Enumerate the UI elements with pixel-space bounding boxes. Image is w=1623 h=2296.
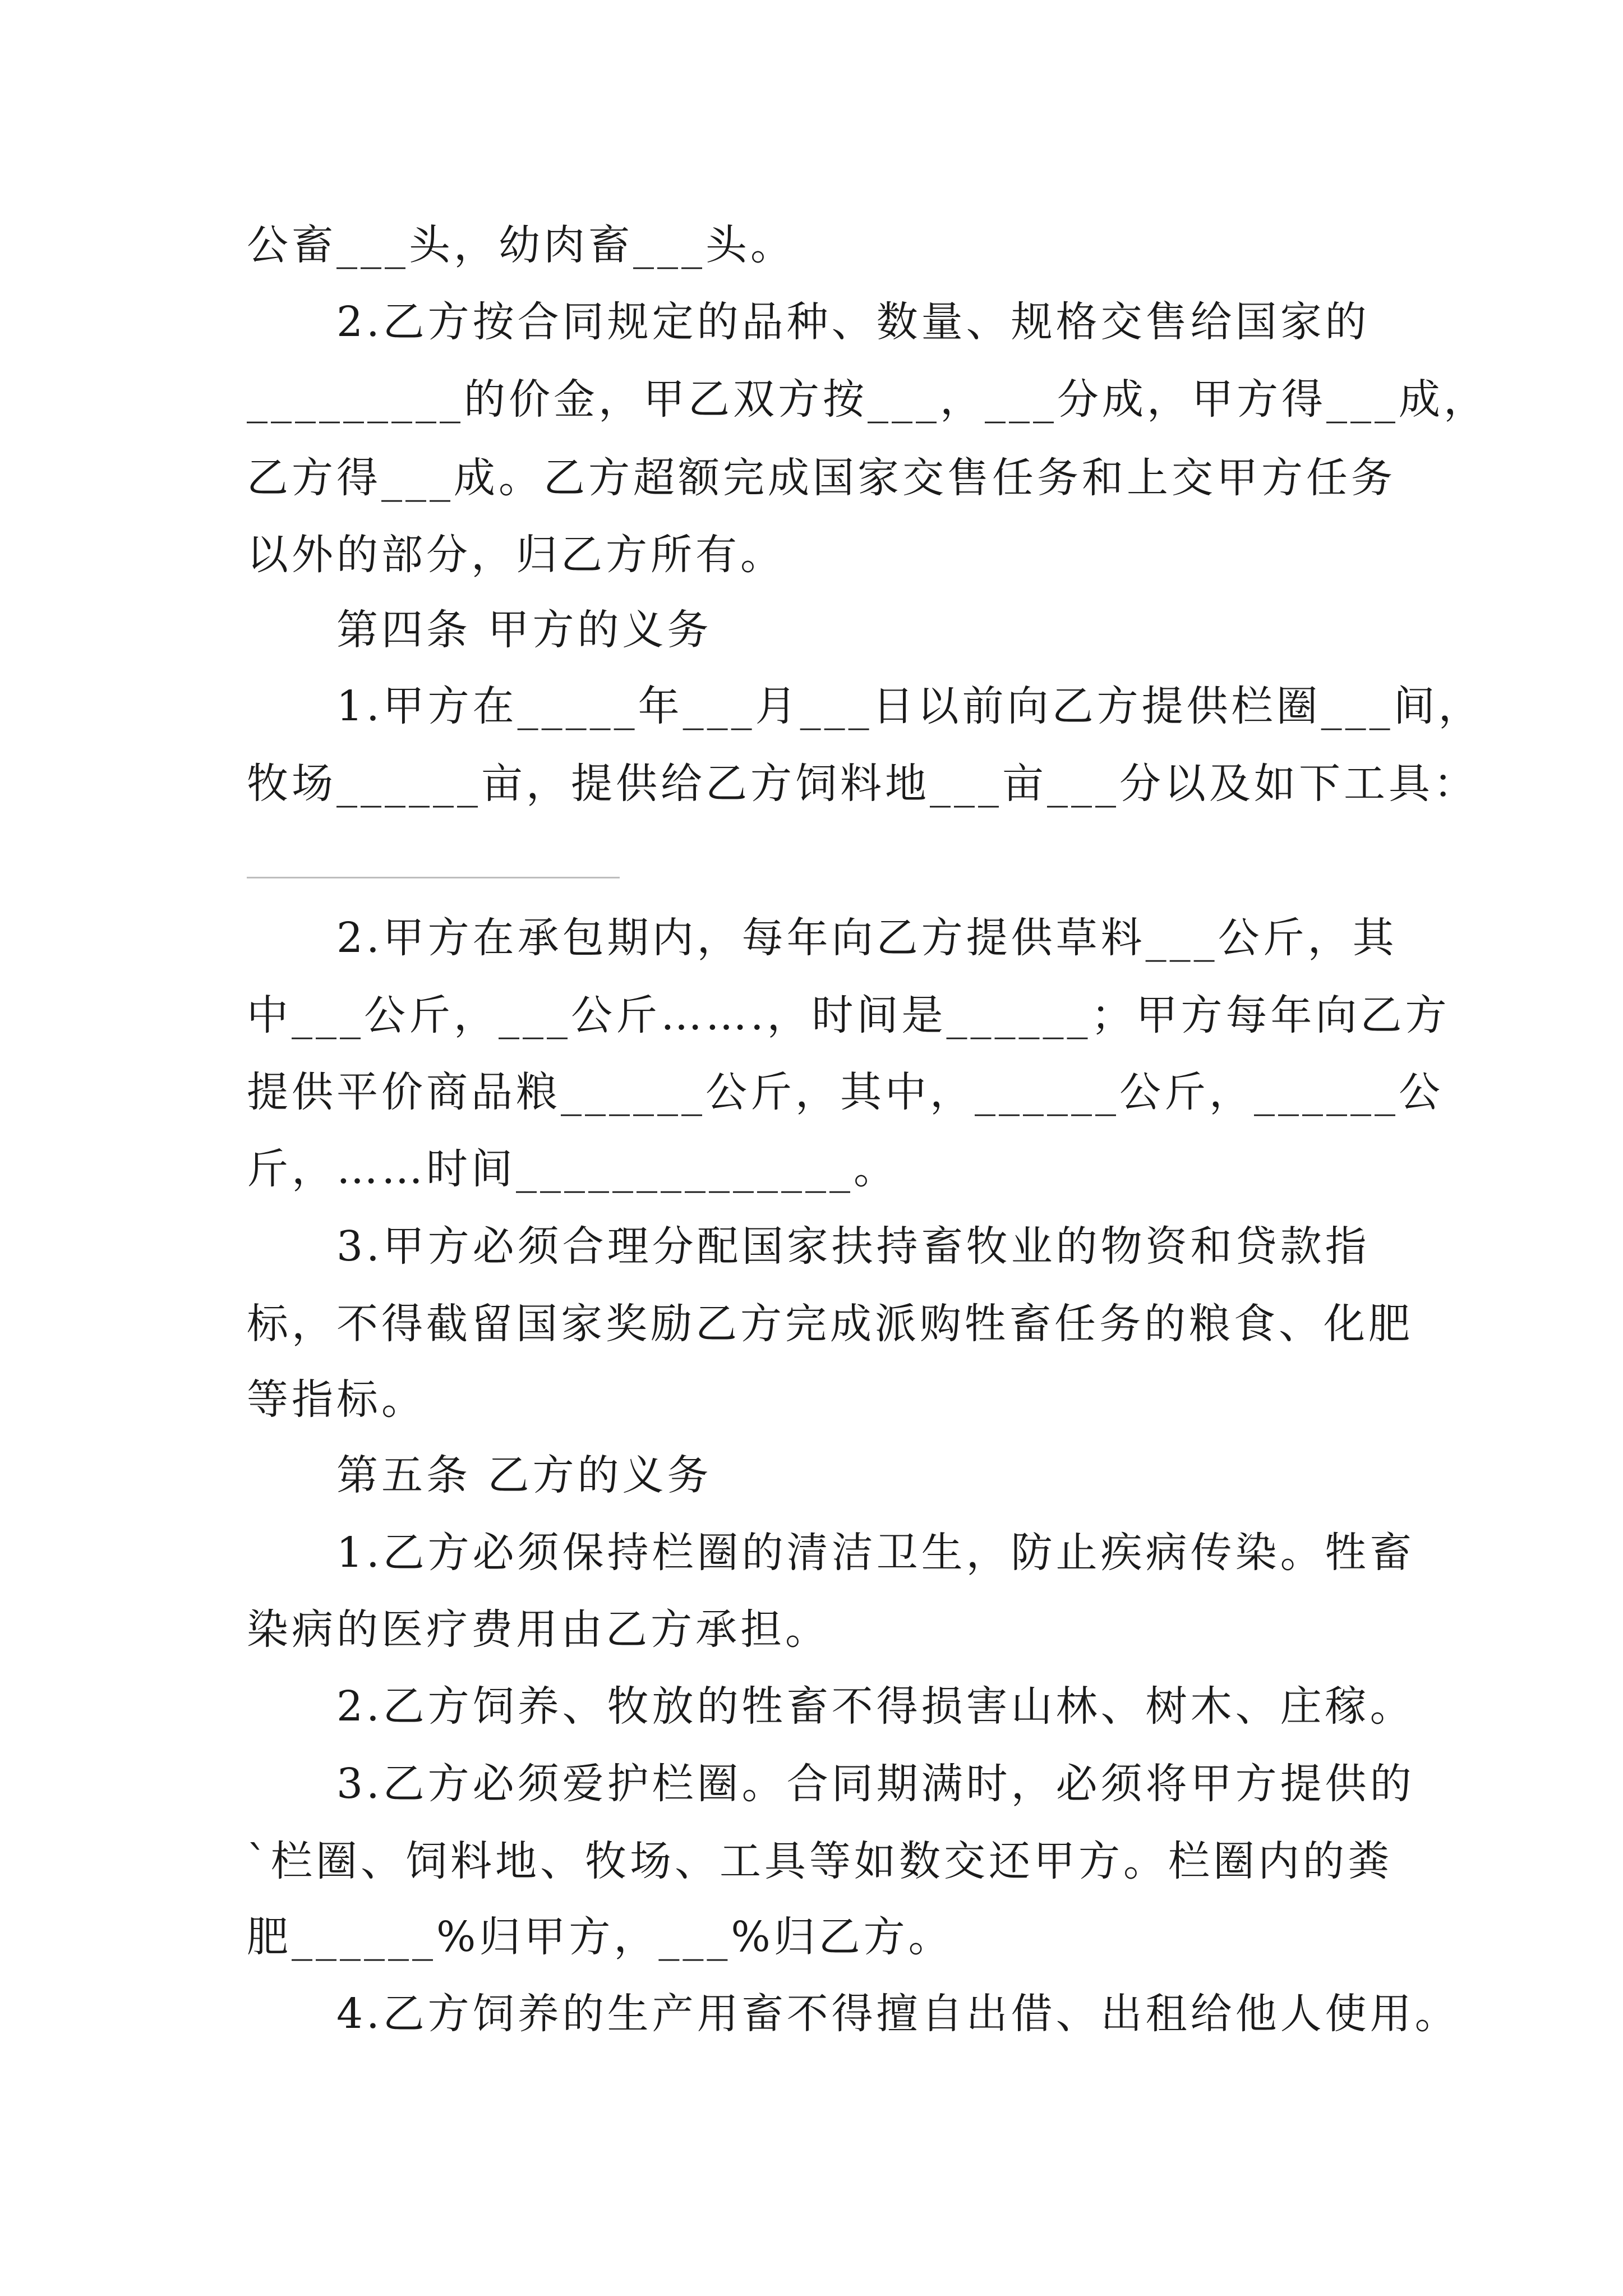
text-line: 2.乙方按合同规定的品种、数量、规格交售给国家的 — [336, 298, 1370, 346]
text-line: 以外的部分，归乙方所有。 — [247, 531, 785, 579]
text-line: `栏圈、饲料地、牧场、工具等如数交还甲方。栏圈内的粪 — [247, 1837, 1393, 1885]
text-line: 斤，……时间______________。 — [247, 1145, 898, 1193]
text-line: 4.乙方饲养的生产用畜不得擅自出借、出租给他人使用。 — [336, 1990, 1460, 2038]
text-line: 牧场______亩，提供给乙方饲料地___亩___分以及如下工具： — [247, 760, 1478, 808]
text-line: _________的价金，甲乙双方按___，___分成，甲方得___成， — [247, 375, 1488, 424]
text-line: 2.乙方饲养、牧放的牲畜不得损害山林、树木、庄稼。 — [336, 1682, 1415, 1731]
text-line: 提供平价商品粮______公斤，其中，______公斤，______公 — [247, 1068, 1444, 1116]
text-line: 1.乙方必须保持栏圈的清洁卫生，防止疾病传染。牲畜 — [336, 1529, 1415, 1577]
text-line: 3.乙方必须爱护栏圈。合同期满时，必须将甲方提供的 — [336, 1760, 1415, 1808]
text-line: 染病的医疗费用由乙方承担。 — [247, 1605, 830, 1654]
text-line: 2.甲方在承包期内，每年向乙方提供草料___公斤，其 — [336, 914, 1398, 962]
blank-underline — [247, 877, 620, 878]
text-line: 等指标。 — [247, 1375, 426, 1424]
text-line: 3.甲方必须合理分配国家扶持畜牧业的物资和贷款指 — [336, 1222, 1370, 1271]
section-heading: 第五条 乙方的义务 — [336, 1451, 712, 1499]
text-line: 标，不得截留国家奖励乙方完成派购牲畜任务的粮食、化肥 — [247, 1300, 1413, 1348]
text-line: 肥______%归甲方，___%归乙方。 — [247, 1913, 953, 1961]
text-line: 公畜___头，幼肉畜___头。 — [247, 221, 795, 269]
section-heading: 第四条 甲方的义务 — [336, 606, 712, 654]
text-line: 1.甲方在_____年___月___日以前向乙方提供栏圈___间， — [336, 682, 1483, 730]
text-line: 乙方得___成。乙方超额完成国家交售任务和上交甲方任务 — [247, 454, 1396, 502]
text-line: 中___公斤，___公斤…….，时间是______；甲方每年向乙方 — [247, 991, 1450, 1039]
